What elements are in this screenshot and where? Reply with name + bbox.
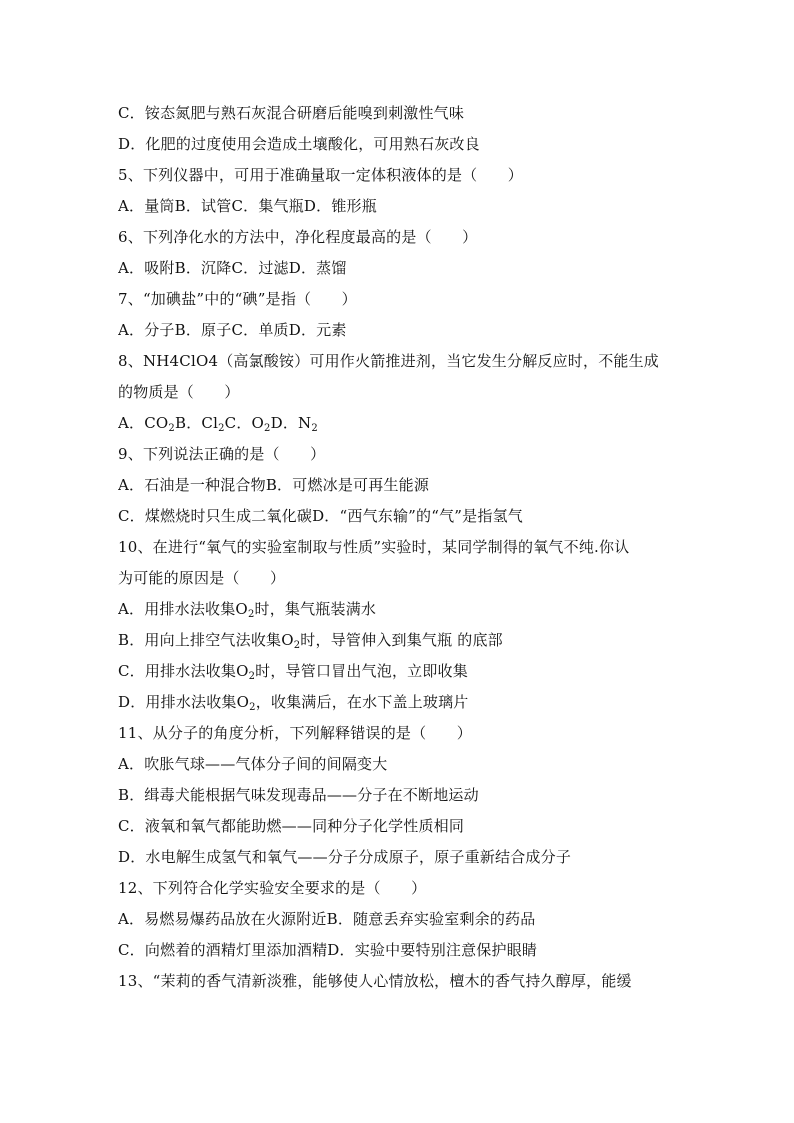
text-line: C．煤燃烧时只生成二氧化碳D．“西气东输”的“气”是指氢气 [118,507,523,525]
text-line: A．易燃易爆药品放在火源附近B．随意丢弃实验室剩余的药品 [118,910,536,928]
text-line: 6、下列净化水的方法中，净化程度最高的是（ ） [118,228,478,246]
text-line: A．吹胀气球——气体分子间的间隔变大 [118,755,388,773]
text-line: 9、下列说法正确的是（ ） [118,445,326,463]
text-line [118,625,678,656]
text-segment: A．CO [118,414,169,432]
text-line: D．水电解生成氢气和氧气——分子分成原子，原子重新结合成分子 [118,848,572,866]
text-line: 11、从分子的角度分析，下列解释错误的是（ ） [118,724,472,742]
subscript: 2 [248,671,256,682]
text-segment: 时，集气瓶装满水 [254,600,377,618]
text-line: B．缉毒犬能根据气味发现毒品——分子在不断地运动 [118,786,479,804]
text-line: A．分子B．原子C．单质D．元素 [118,321,347,339]
text-segment: B．用向上排空气法收集O [118,631,294,649]
text-line [118,687,678,718]
text-segment: 时，导管伸入到集气瓶 的底部 [300,631,503,649]
text-segment: ，收集满后，在水下盖上玻璃片 [255,693,469,711]
text-line: A．石油是一种混合物B．可燃冰是可再生能源 [118,476,430,494]
subscript: 2 [218,423,225,434]
text-line: 13、“茉莉的香气清新淡雅，能够使人心情放松，檀木的香气持久醇厚，能缓 [118,972,632,990]
text-line: A．吸附B．沉降C．过滤D．蒸馏 [118,259,347,277]
text-segment: 时，导管口冒出气泡，立即收集 [255,662,468,680]
text-line: C．向燃着的酒精灯里添加酒精D．实验中要特别注意保护眼睛 [118,941,538,959]
document-text [118,98,678,997]
text-segment: A．用排水法收集O [118,600,248,618]
text-line: 10、在进行“氧气的实验室制取与性质”实验时，某同学制得的氧气不纯.你认 [118,538,630,556]
subscript: 2 [168,423,175,434]
text-line: 的物质是（ ） [118,383,240,401]
text-line: 为可能的原因是（ ） [118,569,286,587]
subscript: 2 [247,609,255,620]
text-segment: C．用排水法收集O [118,662,249,680]
text-line [118,594,678,625]
text-segment: D．N [270,414,312,432]
text-line: 8、NH4ClO4（高氯酸铵）可用作火箭推进剂，当它发生分解反应时，不能生成 [118,352,660,370]
text-segment: C．O [224,414,265,432]
text-line [118,656,678,687]
subscript: 2 [249,702,256,713]
text-line: 7、“加碘盐”中的“碘”是指（ ） [118,290,357,308]
text-segment: D．用排水法收集O [118,693,250,711]
text-segment: B．Cl [174,414,219,432]
text-line [118,408,678,439]
text-line: 12、下列符合化学实验安全要求的是（ ） [118,879,427,897]
subscript: 2 [293,640,301,651]
subscript: 2 [264,423,271,434]
text-line: 5、下列仪器中，可用于准确量取一定体积液体的是（ ） [118,166,523,184]
subscript: 2 [311,423,318,434]
text-line: D．化肥的过度使用会造成土壤酸化，可用熟石灰改良 [118,135,480,153]
text-line: A．量筒B．试管C．集气瓶D．锥形瓶 [118,197,377,215]
text-line: C．液氧和氧气都能助燃——同种分子化学性质相同 [118,817,465,835]
text-line: C．铵态氮肥与熟石灰混合研磨后能嗅到刺激性气味 [118,104,465,122]
